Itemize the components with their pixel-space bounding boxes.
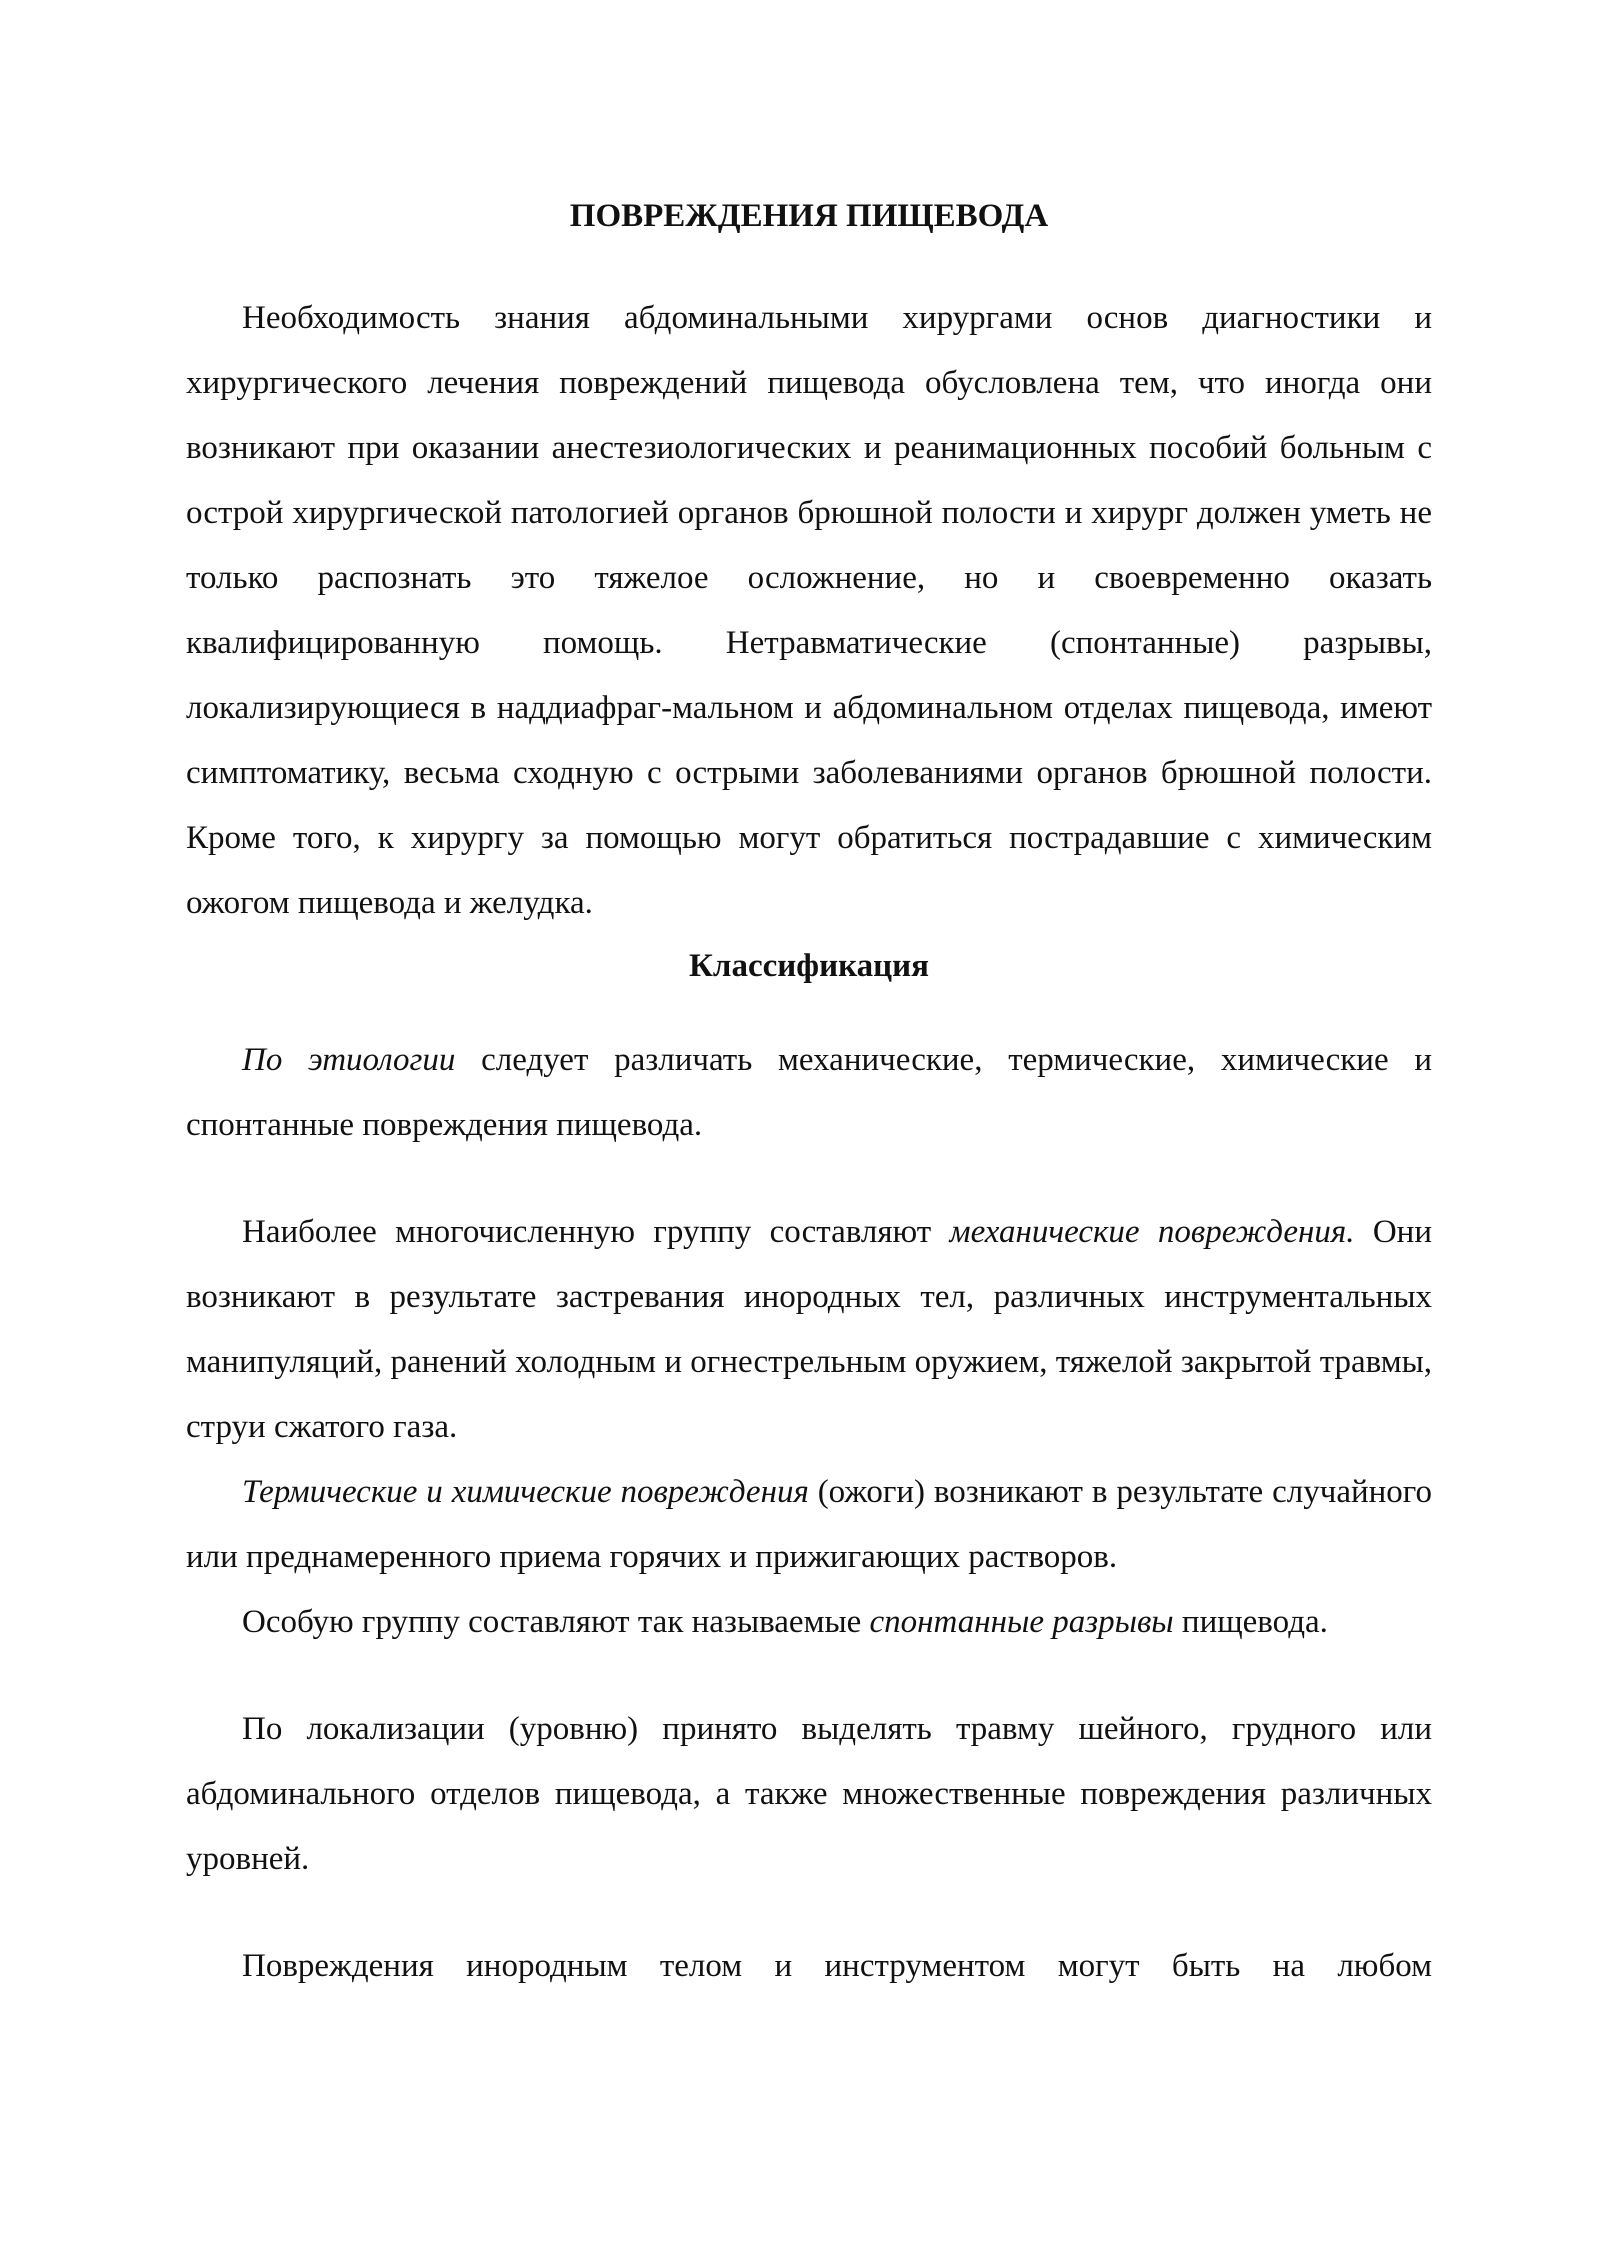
mechanical-italic: механические повреждения. xyxy=(949,1214,1355,1250)
etiology-paragraph xyxy=(186,1028,1432,1158)
foreign-body-paragraph: Повреждения инородным телом и инструментом могут быть на любом xyxy=(242,1948,1432,1984)
mechanical-text: Они возникают в результате застревания инородных тел, различных инструментальных манипуляций, ранений холодным и огнестрельным оружием, тяжелой закрытой травмы, струи сжатого газа. xyxy=(186,1214,1432,1445)
etiology-italic: По этиологии xyxy=(242,1042,456,1078)
thermal-italic: Термические и химические повреждения xyxy=(242,1474,809,1510)
intro-paragraph: Необходимость знания абдоминальными хирургами основ диагностики и хирургического лечения повреждений пищевода обусловлена тем, что иногда они возникают при оказании анестезиологических и реанимационных пособий больным с острой хирургической патологией органов брюшной полости и хирург должен уметь не только распознать это тяжелое осложнение, но и своевременно оказать квалифицированную помощь. Нетравматические (спонтанные) разрывы, локализирующиеся в наддиафраг-мальном и абдоминальном отделах пищевода, имеют симптоматику, весьма сходную с острыми заболеваниями органов брюшной полости. Кроме того, к хирургу за помощью могут обратиться пострадавшие с химическим ожогом пищевода и желудка. xyxy=(186,300,1432,921)
spontaneous-text: пищевода. xyxy=(1173,1604,1328,1640)
thermal-paragraph xyxy=(186,1460,1432,1590)
mechanical-paragraph xyxy=(186,1200,1432,1460)
etiology-text: следует различать механические, термические, химические и спонтанные повреждения пищевода. xyxy=(186,1042,1433,1143)
document-body xyxy=(186,190,1432,1999)
localization-paragraph: По локализации (уровню) принято выделять травму шейного, грудного или абдоминального отделов пищевода, а также множественные повреждения различных уровней. xyxy=(186,1711,1432,1877)
spontaneous-lead: Особую группу составляют так называемые xyxy=(242,1604,870,1640)
thermal-text: (ожоги) возникают в результате случайного или преднамеренного приема горячих и прижигающих растворов. xyxy=(186,1474,1432,1575)
page-title: ПОВРЕЖДЕНИЯ ПИЩЕВОДА xyxy=(569,198,1049,234)
spontaneous-paragraph xyxy=(186,1590,1432,1655)
mechanical-lead: Наиболее многочисленную группу составляют xyxy=(242,1214,950,1250)
spontaneous-italic: спонтанные разрывы xyxy=(869,1604,1174,1640)
classification-heading: Классификация xyxy=(689,948,929,984)
